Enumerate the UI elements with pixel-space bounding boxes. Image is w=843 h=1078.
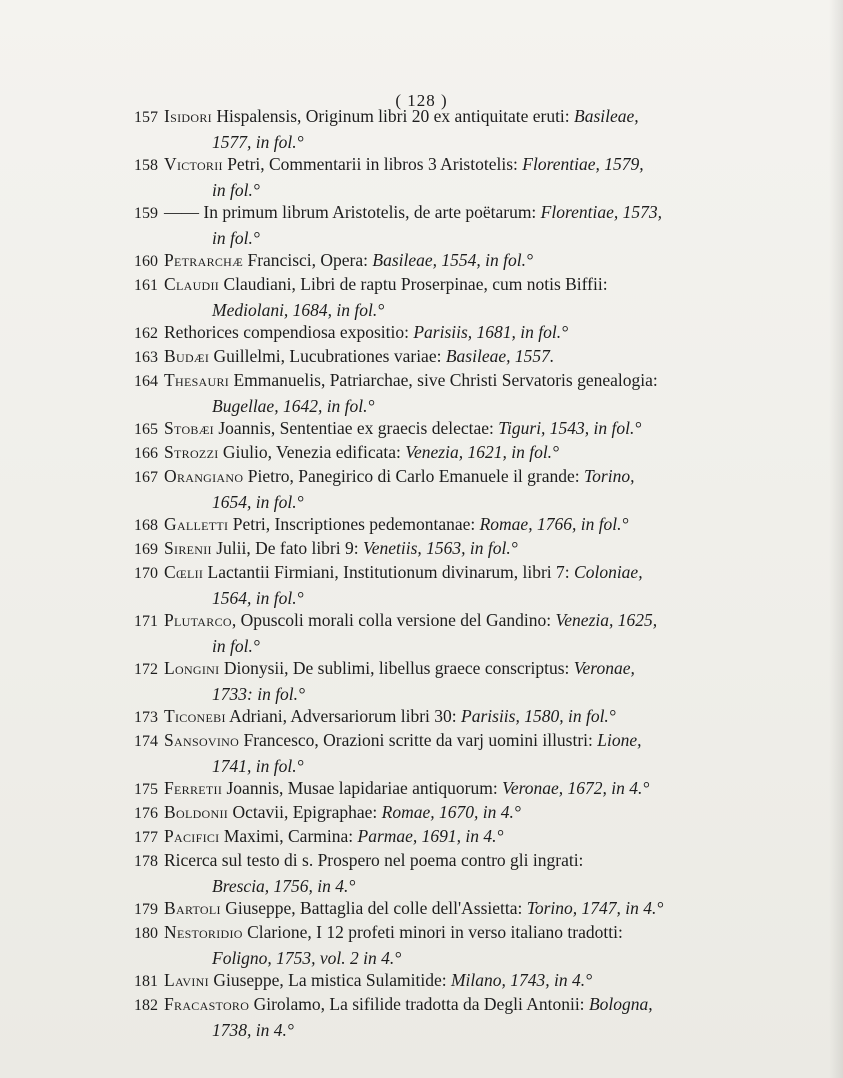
catalogue-entry bbox=[134, 992, 799, 1042]
catalogue-entry bbox=[134, 152, 799, 202]
entry-imprint: Venetiis, 1563, in fol.° bbox=[363, 538, 518, 558]
entry-title: Girolamo, La sifilide tradotta da Degli Antonii: bbox=[249, 994, 589, 1014]
entry-title: —— In primum librum Aristotelis, de arte poëtarum: bbox=[164, 202, 541, 222]
entry-imprint: Parisiis, 1580, in fol.° bbox=[461, 706, 616, 726]
entry-imprint: Venezia, 1625, bbox=[555, 610, 658, 630]
entry-title: Lactantii Firmiani, Institutionum divinarum, libri 7: bbox=[203, 562, 575, 582]
catalogue-entry bbox=[134, 104, 799, 154]
catalogue-entry bbox=[134, 920, 799, 970]
entry-number: 168 bbox=[134, 517, 158, 534]
entry-title: Giuseppe, Battaglia del colle dell'Assietta: bbox=[220, 898, 527, 918]
entry-author: Fracastoro bbox=[164, 994, 250, 1014]
catalogue-entry bbox=[134, 368, 799, 418]
catalogue-entry bbox=[134, 800, 799, 826]
catalogue-entry bbox=[134, 416, 799, 442]
entry-title: Emmanuelis, Patriarchae, sive Christi Servatoris genealogia: bbox=[229, 370, 658, 390]
entry-imprint-continued: 1564, in fol.° bbox=[212, 588, 304, 608]
entry-author: Strozzi bbox=[164, 442, 219, 462]
entry-number: 175 bbox=[134, 781, 158, 798]
entry-number: 163 bbox=[134, 349, 158, 366]
entry-author: Plutarco bbox=[164, 610, 232, 630]
entry-imprint: Torino, 1747, in 4.° bbox=[526, 898, 664, 918]
entry-title: Dionysii, De sublimi, libellus graece conscriptus: bbox=[219, 658, 574, 678]
entry-author: Orangiano bbox=[164, 466, 244, 486]
entry-number: 160 bbox=[134, 253, 158, 270]
entry-title: Maximi, Carmina: bbox=[219, 826, 358, 846]
entry-number: 171 bbox=[134, 613, 158, 630]
catalogue-entry bbox=[134, 968, 799, 994]
entry-imprint: Parmae, 1691, in 4.° bbox=[357, 826, 504, 846]
entry-imprint-continued: 1654, in fol.° bbox=[212, 492, 304, 512]
entry-imprint: Lione, bbox=[597, 730, 642, 750]
entry-title: Joannis, Musae lapidariae antiquorum: bbox=[222, 778, 503, 798]
entry-title: Giuseppe, La mistica Sulamitide: bbox=[208, 970, 451, 990]
catalogue-entry bbox=[134, 440, 799, 466]
entry-imprint-continued: in fol.° bbox=[212, 636, 260, 656]
entry-number: 170 bbox=[134, 565, 158, 582]
entry-imprint: Parisiis, 1681, in fol.° bbox=[413, 322, 569, 342]
catalogue-entry bbox=[134, 536, 799, 562]
entry-author: Thesauri bbox=[164, 370, 230, 390]
entry-number: 177 bbox=[134, 829, 158, 846]
entry-number: 173 bbox=[134, 709, 158, 726]
catalogue-entry bbox=[134, 248, 799, 274]
entry-title: Julii, De fato libri 9: bbox=[211, 538, 363, 558]
entry-title: Petri, Inscriptiones pedemontanae: bbox=[228, 514, 480, 534]
entry-number: 180 bbox=[134, 925, 158, 942]
entry-number: 161 bbox=[134, 277, 158, 294]
entry-title: Joannis, Sententiae ex graecis delectae: bbox=[213, 418, 499, 438]
entry-author: Longini bbox=[164, 658, 220, 678]
catalogue-entry bbox=[134, 704, 799, 730]
entry-number: 176 bbox=[134, 805, 158, 822]
entry-imprint: Torino, bbox=[584, 466, 635, 486]
entry-imprint: Coloniae, bbox=[574, 562, 643, 582]
entry-number: 166 bbox=[134, 445, 158, 462]
entry-author: Isidori bbox=[164, 106, 212, 126]
entry-imprint-continued: in fol.° bbox=[212, 228, 260, 248]
entry-number: 181 bbox=[134, 973, 158, 990]
entry-imprint: Bologna, bbox=[588, 994, 653, 1014]
entry-imprint: Veronae, bbox=[573, 658, 635, 678]
entry-title: Clarione, I 12 profeti minori in verso italiano tradotti: bbox=[242, 922, 623, 942]
catalogue-entry bbox=[134, 608, 799, 658]
entry-author: Nestoridio bbox=[164, 922, 243, 942]
entry-title: Adriani, Adversariorum libri 30: bbox=[225, 706, 462, 726]
entry-author: Stobæi bbox=[164, 418, 214, 438]
catalogue-entry bbox=[134, 848, 799, 898]
entry-author: Sirenii bbox=[164, 538, 212, 558]
entry-title: Petri, Commentarii in libros 3 Aristotelis: bbox=[222, 154, 523, 174]
entry-title: Octavii, Epigraphae: bbox=[228, 802, 382, 822]
entry-imprint-continued: 1741, in fol.° bbox=[212, 756, 304, 776]
entry-author: Pacifici bbox=[164, 826, 220, 846]
entry-title: , Opuscoli morali colla versione del Gandino: bbox=[231, 610, 556, 630]
entry-imprint: Florentiae, 1579, bbox=[522, 154, 644, 174]
entry-number: 178 bbox=[134, 853, 158, 870]
catalogue-entry bbox=[134, 656, 799, 706]
entry-author: Bartoli bbox=[164, 898, 221, 918]
entry-imprint-continued: 1577, in fol.° bbox=[212, 132, 304, 152]
entry-number: 169 bbox=[134, 541, 158, 558]
catalogue-entry bbox=[134, 512, 799, 538]
entry-author: Galletti bbox=[164, 514, 229, 534]
entry-number: 174 bbox=[134, 733, 158, 750]
entry-title: Rethorices compendiosa expositio: bbox=[164, 322, 414, 342]
catalogue-entry bbox=[134, 272, 799, 322]
entry-number: 172 bbox=[134, 661, 158, 678]
entry-imprint-continued: 1733: in fol.° bbox=[212, 684, 306, 704]
entry-number: 162 bbox=[134, 325, 158, 342]
entry-imprint: Veronae, 1672, in 4.° bbox=[502, 778, 650, 798]
catalogue-entry bbox=[134, 320, 799, 346]
entry-title: Ricerca sul testo di s. Prospero nel poema contro gli ingrati: bbox=[164, 850, 584, 870]
entry-imprint: Romae, 1766, in fol.° bbox=[479, 514, 629, 534]
entry-author: Budæi bbox=[164, 346, 210, 366]
entry-imprint-continued: in fol.° bbox=[212, 180, 260, 200]
page-number: ( 128 ) bbox=[395, 91, 448, 110]
entry-author: Victorii bbox=[164, 154, 223, 174]
entry-title: Pietro, Panegirico di Carlo Emanuele il grande: bbox=[243, 466, 585, 486]
entry-author: Lavini bbox=[164, 970, 209, 990]
entry-imprint: Florentiae, 1573, bbox=[540, 202, 663, 222]
catalogue-entry bbox=[134, 560, 799, 610]
entry-imprint-continued: Mediolani, 1684, in fol.° bbox=[212, 300, 385, 320]
entry-title: Claudiani, Libri de raptu Proserpinae, cum notis Biffii: bbox=[219, 274, 608, 294]
entry-imprint: Basileae, bbox=[574, 106, 639, 126]
catalogue-entry bbox=[134, 896, 799, 922]
entry-author: Claudii bbox=[164, 274, 220, 294]
entry-imprint: Tiguri, 1543, in fol.° bbox=[498, 418, 642, 438]
entry-number: 164 bbox=[134, 373, 158, 390]
entry-number: 179 bbox=[134, 901, 158, 918]
entry-title: Giulio, Venezia edificata: bbox=[218, 442, 406, 462]
entry-author: Boldonii bbox=[164, 802, 229, 822]
entry-title: Francesco, Orazioni scritte da varj uomini illustri: bbox=[239, 730, 598, 750]
entry-imprint: Romae, 1670, in 4.° bbox=[381, 802, 521, 822]
entry-author: Ticonebi bbox=[164, 706, 226, 726]
entry-title: Francisci, Opera: bbox=[243, 250, 373, 270]
entry-imprint: Basileae, 1554, in fol.° bbox=[372, 250, 533, 270]
entry-imprint: Venezia, 1621, in fol.° bbox=[405, 442, 560, 462]
entry-imprint: Basileae, 1557. bbox=[445, 346, 555, 366]
entry-number: 167 bbox=[134, 469, 158, 486]
entry-imprint-continued: Foligno, 1753, vol. 2 in 4.° bbox=[212, 948, 402, 968]
entry-author: Sansovino bbox=[164, 730, 240, 750]
entry-imprint-continued: Brescia, 1756, in 4.° bbox=[212, 876, 356, 896]
entry-author: Petrarchæ bbox=[164, 250, 244, 270]
entry-imprint-continued: 1738, in 4.° bbox=[212, 1020, 294, 1040]
entry-imprint-continued: Bugellae, 1642, in fol.° bbox=[212, 396, 375, 416]
entry-title: Hispalensis, Originum libri 20 ex antiquitate eruti: bbox=[211, 106, 575, 126]
entry-number: 157 bbox=[134, 109, 158, 126]
catalogue-entry bbox=[134, 728, 799, 778]
entry-author: Ferretii bbox=[164, 778, 223, 798]
entry-author: Cœlii bbox=[164, 562, 204, 582]
entry-title: Guillelmi, Lucubrationes variae: bbox=[209, 346, 446, 366]
entry-imprint: Milano, 1743, in 4.° bbox=[450, 970, 593, 990]
catalogue-entry bbox=[134, 200, 799, 250]
entry-number: 182 bbox=[134, 997, 158, 1014]
entry-number: 158 bbox=[134, 157, 158, 174]
catalogue-entry bbox=[134, 464, 799, 514]
page-edge-shadow bbox=[829, 0, 843, 1078]
entry-number: 159 bbox=[134, 205, 158, 222]
catalogue-entry bbox=[134, 344, 799, 370]
entry-number: 165 bbox=[134, 421, 158, 438]
catalogue-entry bbox=[134, 776, 799, 802]
catalogue-entry bbox=[134, 824, 799, 850]
